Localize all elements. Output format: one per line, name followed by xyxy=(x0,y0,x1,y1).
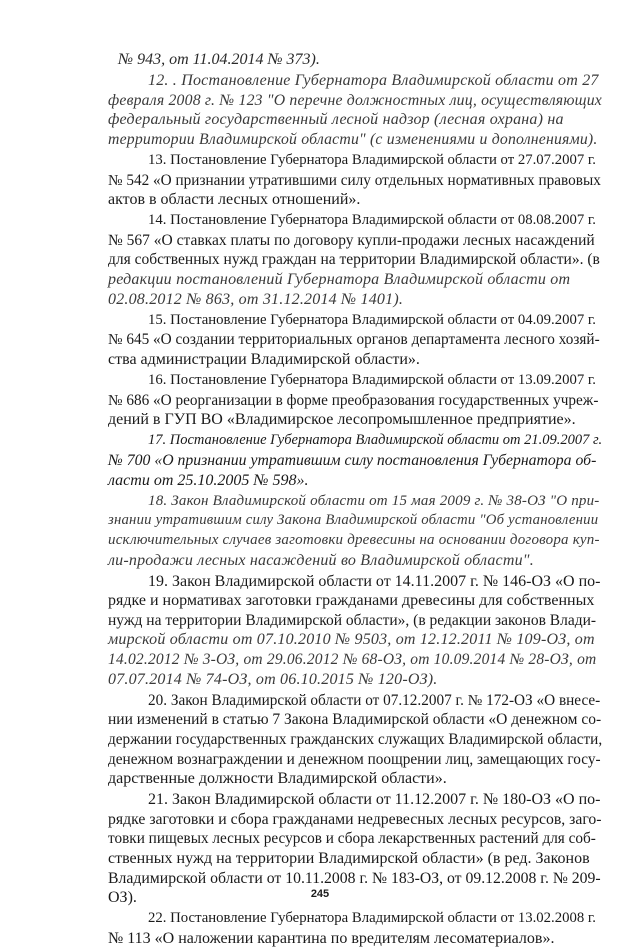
text-line: 21. Закон Владимирской области от 11.12.2007 г. № 180-ОЗ «О по- xyxy=(148,791,601,808)
text-line: нужд на территории Владимирской области», (в редакции законов Влади- xyxy=(108,612,597,629)
text-line: для собственных нужд граждан на территории Владимирской области». (в xyxy=(108,251,600,268)
text-line: рядке и нормативах заготовки гражданами древесины для собственных xyxy=(108,592,595,609)
text-line: исключительных случаев заготовки древесины на основании договора куп- xyxy=(108,532,600,548)
text-line: ли-продажи лесных насаждений во Владимирской области". xyxy=(108,552,534,569)
text-line: 14.02.2012 № 3-ОЗ, от 29.06.2012 № 68-ОЗ, от 10.09.2014 № 28-ОЗ, от xyxy=(108,651,597,668)
text-line: дений в ГУП ВО «Владимирское лесопромышленное предприятие». xyxy=(108,411,576,428)
text-line: федеральный государственный лесной надзор (лесная охрана) на xyxy=(108,111,564,128)
text-line: № 542 «О признании утратившими силу отдельных нормативных правовых xyxy=(108,172,601,189)
page-number: 245 xyxy=(310,888,330,900)
text-line: № 700 «О признании утратившим силу постановления Губернатора об- xyxy=(108,452,597,469)
text-line: № 113 «О наложении карантина по вредителям лесоматериалов». xyxy=(108,930,555,947)
text-line: актов в области лесных отношений». xyxy=(108,191,361,208)
text-line: знании утратившим силу Закона Владимирской области "Об установлении xyxy=(108,512,599,528)
text-line: ственных нужд на территории Владимирской области» (в ред. Законов xyxy=(108,850,590,867)
text-line: товки пищевых лесных ресурсов и сбора лекарственных растений для соб- xyxy=(108,830,596,847)
text-line: мирской области от 07.10.2010 № 9503, от 12.12.2011 № 109-ОЗ, от xyxy=(108,631,595,648)
text-line: ства администрации Владимирской области». xyxy=(108,351,420,368)
text-line: редакции постановлений Губернатора Владимирской области от xyxy=(108,271,571,288)
text-line: ОЗ). xyxy=(108,889,137,906)
text-line: территории Владимирской области" (с изменениями и дополнениями). xyxy=(108,131,598,148)
text-line: № 943, от 11.04.2014 № 373). xyxy=(118,51,320,68)
text-line: денежном вознаграждении и денежном поощрении лиц, замещающих госу- xyxy=(108,751,601,768)
text-line: февраля 2008 г. № 123 "О перечне должностных лиц, осуществляющих xyxy=(108,92,602,109)
text-line: 15. Постановление Губернатора Владимирской области от 04.09.2007 г. xyxy=(148,312,596,328)
text-line: Владимирской области от 10.11.2008 г. № 183-ОЗ, от 09.12.2008 г. № 209- xyxy=(108,870,601,887)
text-line: 02.08.2012 № 863, от 31.12.2014 № 1401). xyxy=(108,291,404,308)
text-line: 18. Закон Владимирской области от 15 мая 2009 г. № 38-ОЗ "О при- xyxy=(148,493,600,509)
text-line: 22. Постановление Губернатора Владимирской области от 13.02.2008 г. xyxy=(148,910,596,926)
text-line: 13. Постановление Губернатора Владимирской области от 27.07.2007 г. xyxy=(148,152,596,168)
text-line: 12. . Постановление Губернатора Владимирской области от 27 xyxy=(148,72,599,89)
text-line: № 567 «О ставках платы по договору купли-продажи лесных насаждений xyxy=(108,232,595,249)
text-line: ласти от 25.10.2005 № 598». xyxy=(108,472,309,489)
text-line: нии изменений в статью 7 Закона Владимирской области «О денежном со- xyxy=(108,711,602,728)
text-line: 07.07.2014 № 74-ОЗ, от 06.10.2015 № 120-ОЗ). xyxy=(108,671,438,688)
text-line: 19. Закон Владимирской области от 14.11.2007 г. № 146-ОЗ «О по- xyxy=(148,573,601,590)
text-line: держании государственных гражданских служащих Владимирской области, xyxy=(108,731,603,748)
text-line: дарственные должности Владимирской области». xyxy=(108,770,447,787)
text-line: 16. Постановление Губернатора Владимирской области от 13.09.2007 г. xyxy=(148,372,596,388)
text-line: № 645 «О создании территориальных органов департамента лесного хозяй- xyxy=(108,331,600,348)
text-line: 17. Постановление Губернатора Владимирской области от 21.09.2007 г. xyxy=(148,432,603,448)
text-line: 14. Постановление Губернатора Владимирской области от 08.08.2007 г. xyxy=(148,212,596,228)
text-line: рядке заготовки и сбора гражданами недревесных лесных ресурсов, заго- xyxy=(108,811,602,828)
text-line: 20. Закон Владимирской области от 07.12.2007 г. № 172-ОЗ «О внесе- xyxy=(148,692,601,709)
text-line: № 686 «О реорганизации в форме преобразования государственных учреж- xyxy=(108,392,599,409)
